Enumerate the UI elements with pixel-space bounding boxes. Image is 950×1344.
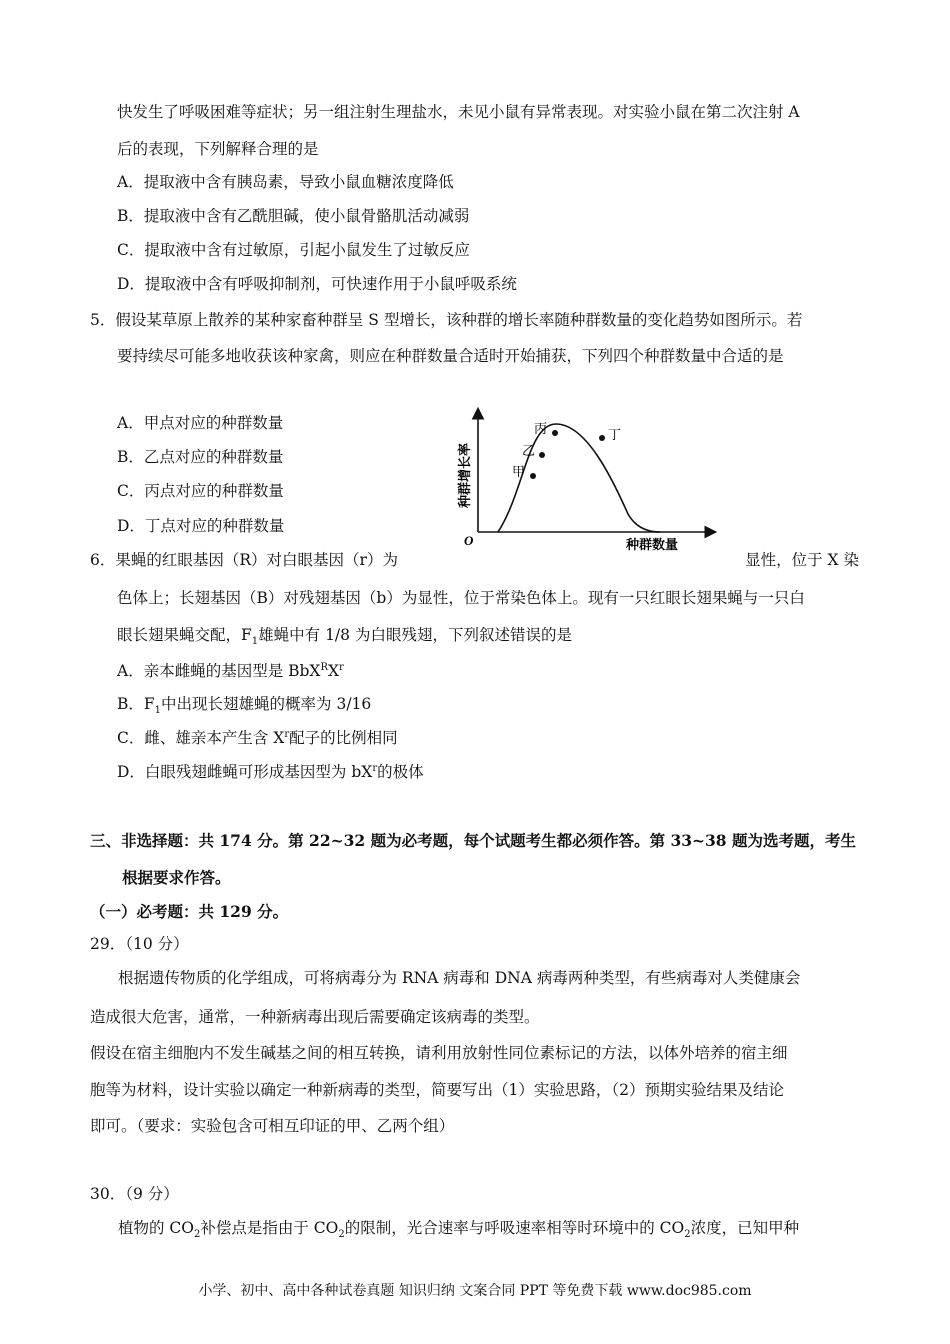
y-axis-label: 种群增长率 bbox=[457, 442, 472, 508]
label-bing: 丙 bbox=[534, 421, 548, 436]
page-footer: 小学、初中、高中各种试卷真题 知识归纳 文案合同 PPT 等免费下载 www.doc985.com bbox=[198, 1283, 752, 1299]
q29-heading: 29．（10 分） bbox=[90, 935, 189, 953]
section3-subheading: （一）必考题：共 129 分。 bbox=[90, 902, 289, 921]
q29-p2: 造成很大危害，通常，一种新病毒出现后需要确定该病毒的类型。 bbox=[90, 1008, 540, 1026]
point-yi bbox=[539, 452, 545, 458]
q6-option-a: A．亲本雌蝇的基因型是 $BbX^RX^r$ bbox=[117, 661, 344, 680]
q29-p1: 根据遗传物质的化学组成，可将病毒分为 RNA 病毒和 DNA 病毒两种类型，有些病毒对人类健康会 bbox=[118, 969, 801, 987]
q30-heading: 30．（9 分） bbox=[90, 1185, 179, 1203]
q5-option-b: B．乙点对应的种群数量 bbox=[117, 448, 284, 466]
q4-option-b: B．提取液中含有乙酰胆碱，使小鼠骨骼肌活动减弱 bbox=[117, 207, 470, 225]
q5-option-a: A．甲点对应的种群数量 bbox=[117, 414, 284, 432]
q6-option-d: D．白眼残翅雌蝇可形成基因型为 $bX^r$的极体 bbox=[117, 762, 424, 781]
section3-line2: 根据要求作答。 bbox=[122, 868, 231, 887]
point-ding bbox=[599, 435, 605, 441]
q6-option-b: B．$F_1$中出现长翅雄蝇的概率为 3/16 bbox=[117, 695, 372, 717]
label-ding: 丁 bbox=[608, 427, 622, 442]
section3-line1: 三、非选择题：共 174 分。第 22~32 题为必考题，每个试题考生都必须作答。第 33~38 题为选考题，考生 bbox=[90, 831, 856, 850]
q4-line2: 后的表现，下列解释合理的是 bbox=[117, 140, 319, 158]
label-jia: 甲 bbox=[512, 464, 526, 479]
q4-option-a: A．提取液中含有胰岛素，导致小鼠血糖浓度降低 bbox=[117, 173, 454, 191]
q6-line1-right: 显性，位于 X 染 bbox=[745, 551, 859, 569]
label-yi: 乙 bbox=[522, 443, 536, 458]
q6-option-c: C．雌、雄亲本产生含 $X^r$配子的比例相同 bbox=[117, 728, 398, 747]
q6-line3: 眼长翅果蝇交配，$F_1$雄蝇中有 1/8 为白眼残翅，下列叙述错误的是 bbox=[117, 626, 572, 648]
q6-line1-left: 6．果蝇的红眼基因（R）对白眼基因（r）为 bbox=[90, 551, 398, 569]
q5-option-d: D．丁点对应的种群数量 bbox=[117, 517, 285, 535]
q5-line2: 要持续尽可能多地收获该种家禽，则应在种群数量合适时开始捕获，下列四个种群数量中合适的是 bbox=[117, 347, 784, 365]
q4-option-c: C．提取液中含有过敏原，引起小鼠发生了过敏反应 bbox=[117, 241, 470, 259]
x-axis-label: 种群数量 bbox=[626, 537, 679, 552]
q30-p1: 植物的 $CO_2$补偿点是指由于 $CO_2$的限制，光合速率与呼吸速率相等时环境中的 $CO_2$浓度，已知甲种 bbox=[118, 1219, 800, 1241]
q29-p5: 即可。（要求：实验包含可相互印证的甲、乙两个组） bbox=[90, 1117, 455, 1135]
point-bing bbox=[552, 430, 558, 436]
point-jia bbox=[530, 473, 536, 479]
q4-option-d: D．提取液中含有呼吸抑制剂，可快速作用于小鼠呼吸系统 bbox=[117, 275, 517, 293]
q29-p3: 假设在宿主细胞内不发生碱基之间的相互转换，请利用放射性同位素标记的方法，以体外培养的宿主细 bbox=[90, 1044, 788, 1062]
q6-line2: 色体上；长翅基因（B）对残翅基因（b）为显性，位于常染色体上。现有一只红眼长翅果蝇与一只白 bbox=[117, 589, 805, 607]
q4-line1: 快发生了呼吸困难等症状；另一组注射生理盐水，未见小鼠有异常表现。对实验小鼠在第二次注射 A bbox=[117, 103, 800, 121]
origin-label: O bbox=[464, 533, 474, 548]
q29-p4: 胞等为材料，设计实验以确定一种新病毒的类型，简要写出（1）实验思路，（2）预期实验结果及结论 bbox=[90, 1081, 784, 1099]
q5-option-c: C．丙点对应的种群数量 bbox=[117, 482, 284, 500]
q5-line1: 5．假设某草原上散养的某种家畜种群呈 S 型增长，该种群的增长率随种群数量的变化趋势如图所示。若 bbox=[90, 311, 803, 329]
growth-rate-graph bbox=[452, 404, 724, 556]
